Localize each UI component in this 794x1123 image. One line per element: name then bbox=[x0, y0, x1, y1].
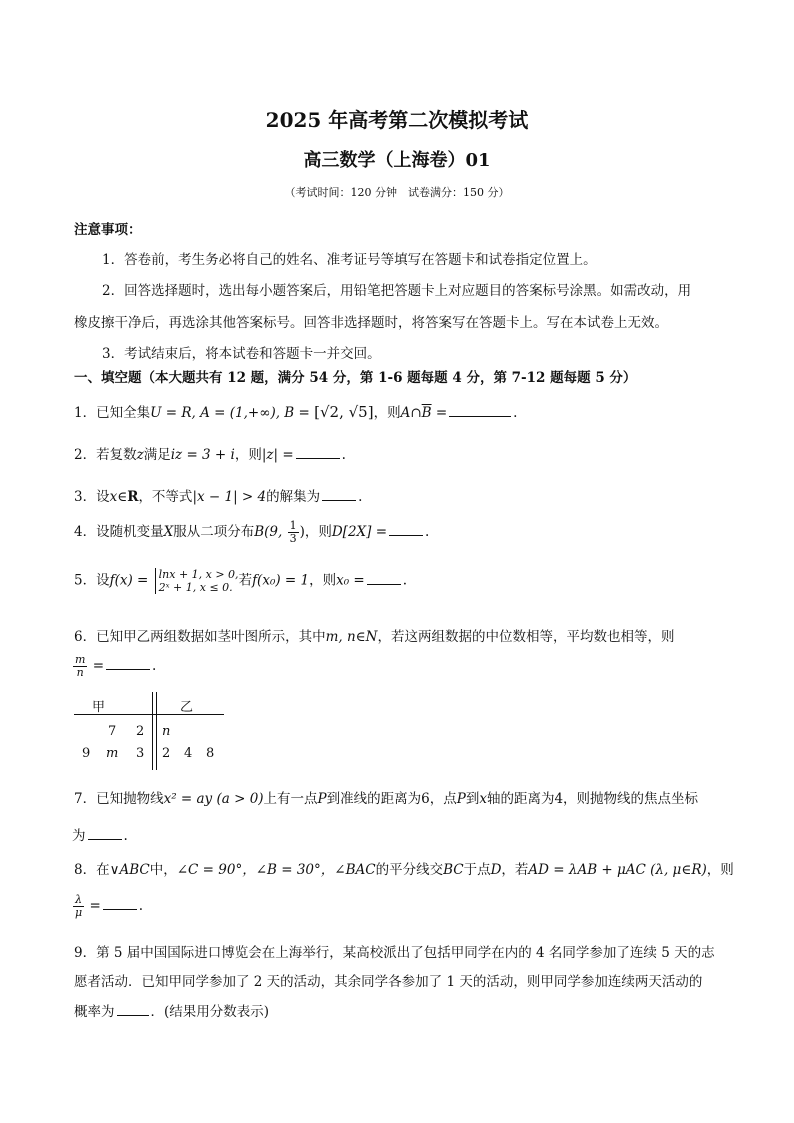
q7-parabola: x² = ay (a > 0) bbox=[163, 791, 264, 807]
question-4 bbox=[74, 520, 429, 545]
stem-leaf-r2-left-a: 9 bbox=[82, 746, 91, 761]
note-item-1: 1．答卷前，考生务必将自己的姓名、准考证号等填写在答题卡和试卷指定位置上。 bbox=[102, 252, 597, 268]
q8-text-e: 的平分线交 bbox=[375, 862, 444, 878]
q6-text-a: 6．已知甲乙两组数据如茎叶图所示，其中 bbox=[74, 629, 326, 645]
question-6 bbox=[74, 625, 674, 645]
question-9-line3 bbox=[74, 1000, 269, 1020]
q3-inequality: |x − 1| > 4 bbox=[192, 489, 267, 505]
q5-text-f: ，则 bbox=[309, 572, 337, 589]
q3-text-f: 的解集为 bbox=[266, 489, 321, 505]
q6-answer-blank[interactable] bbox=[106, 657, 150, 670]
question-8-line2 bbox=[72, 894, 143, 919]
q8-bc: BC bbox=[443, 862, 464, 878]
stem-leaf-plot bbox=[74, 692, 224, 776]
question-5 bbox=[74, 568, 407, 594]
note-item-2-cont: 橡皮擦干净后，再选涂其他答案标号。回答非选择题时，将答案写在答题卡上。写在本试卷上无效。 bbox=[74, 315, 668, 331]
question-6-line2 bbox=[72, 654, 156, 679]
notes-heading: 注意事项： bbox=[74, 222, 142, 238]
q8-triangle: ∨ABC bbox=[109, 862, 150, 878]
q5-text-d: 若 bbox=[238, 572, 253, 589]
q8-text-a: 8．在 bbox=[74, 862, 110, 878]
q6-text-c: ，若这两组数据的中位数相等，平均数也相等，则 bbox=[377, 629, 675, 645]
note-item-2: 2．回答选择题时，选出每小题答案后，用铅笔把答题卡上对应题目的答案标号涂黑。如需改动，用 bbox=[102, 283, 692, 299]
q4-end: . bbox=[425, 524, 430, 540]
q5-case-1: lnx + 1, x > 0, bbox=[158, 568, 239, 581]
q8-text-g: 于点 bbox=[463, 862, 491, 878]
q4-binomial: B(9, bbox=[254, 524, 287, 540]
q5-x0: x₀ = bbox=[336, 572, 365, 589]
q5-f: f(x) = bbox=[109, 572, 153, 589]
question-3 bbox=[74, 485, 362, 505]
q5-condition: f(x₀) = 1 bbox=[252, 572, 310, 589]
q4-text-f: ，则 bbox=[304, 524, 332, 540]
q2-end: . bbox=[341, 447, 346, 463]
q6-equals: = bbox=[88, 658, 105, 674]
q7-line2-text: 为 bbox=[72, 828, 86, 844]
q3-text-d: ，不等式 bbox=[138, 489, 193, 505]
q6-mn: m, n∈N bbox=[325, 629, 378, 645]
q2-text-e: ，则 bbox=[234, 447, 262, 463]
q9-answer-blank[interactable] bbox=[117, 1003, 149, 1016]
q3-text-a: 3．设 bbox=[74, 489, 110, 505]
stem-leaf-r2-right-a: 2 bbox=[162, 746, 171, 761]
stem-leaf-r1-stem: 2 bbox=[136, 724, 145, 739]
q5-text-a: 5．设 bbox=[74, 572, 110, 589]
q6-frac-den: n bbox=[76, 666, 84, 679]
q7-end: . bbox=[123, 828, 128, 844]
q8-equals: = bbox=[85, 898, 101, 914]
q3-reals: R bbox=[127, 489, 139, 505]
q2-answer-blank[interactable] bbox=[296, 446, 340, 459]
q9-line3-a: 概率为 bbox=[74, 1004, 115, 1020]
q2-z: z bbox=[136, 447, 144, 463]
q8-frac-den: μ bbox=[75, 906, 83, 919]
q2-modulus: |z| = bbox=[261, 447, 294, 463]
q8-answer-blank[interactable] bbox=[103, 897, 137, 910]
q8-fraction bbox=[73, 894, 84, 919]
q4-frac-den: 3 bbox=[289, 532, 297, 545]
q8-text-c: 中， bbox=[149, 862, 177, 878]
q7-p2: P bbox=[456, 791, 466, 807]
stem-leaf-r1-right: n bbox=[162, 724, 171, 739]
exam-time-note: （考试时间：120 分钟 试卷满分：150 分） bbox=[284, 186, 510, 199]
q7-text-m: ，则抛物线的焦点坐标 bbox=[563, 791, 699, 807]
q1-a-cap: A∩ bbox=[400, 405, 422, 421]
q7-six: 6 bbox=[421, 791, 430, 807]
q8-d: D bbox=[490, 862, 502, 878]
q6-fraction bbox=[73, 654, 87, 679]
q5-piecewise bbox=[155, 568, 239, 594]
q7-four: 4 bbox=[554, 791, 564, 807]
stem-leaf-r2-right-c: 8 bbox=[206, 746, 215, 761]
q4-close: ) bbox=[299, 524, 305, 540]
q8-vector-eq: AD = λAB + μAC (λ, μ∈R) bbox=[528, 862, 707, 878]
q4-text-a: 4．设随机变量 bbox=[74, 524, 164, 540]
stem-leaf-r1-left: 7 bbox=[108, 724, 117, 739]
q7-text-g: ，点 bbox=[429, 791, 457, 807]
stem-leaf-head-left: 甲 bbox=[92, 700, 106, 715]
q6-frac-num: m bbox=[75, 653, 86, 666]
q2-text-a: 2．若复数 bbox=[74, 447, 137, 463]
q4-text-c: 服从二项分布 bbox=[173, 524, 255, 540]
q2-text-c: 满足 bbox=[143, 447, 171, 463]
q7-answer-blank[interactable] bbox=[88, 827, 122, 840]
q8-text-i: ，若 bbox=[501, 862, 529, 878]
page-subtitle: 高三数学（上海卷）01 bbox=[303, 150, 491, 171]
q1-text-a: 1．已知全集 bbox=[74, 405, 151, 421]
q1-equals: = bbox=[431, 405, 448, 421]
q3-x-in: x∈ bbox=[109, 489, 128, 505]
stem-leaf-head-right: 乙 bbox=[180, 700, 194, 715]
q4-frac-num: 1 bbox=[289, 519, 297, 532]
q1-text-then: ，则 bbox=[373, 405, 401, 421]
q3-end: . bbox=[358, 489, 363, 505]
q4-variance: D[2X] = bbox=[331, 524, 388, 540]
question-7 bbox=[74, 787, 698, 807]
q5-case-2: 2ˣ + 1, x ≤ 0. bbox=[158, 581, 233, 594]
q8-text-k: ，则 bbox=[706, 862, 734, 878]
question-9-line1: 9．第 5 届中国国际进口博览会在上海举行，某高校派出了包括甲同学在内的 4 名同学参加了连续 5 天的志 bbox=[74, 945, 715, 961]
q9-line3-b: ．(结果用分数表示) bbox=[150, 1004, 270, 1020]
q8-frac-num: λ bbox=[73, 894, 84, 907]
q8-angles: ∠C = 90°，∠B = 30°，∠BAC bbox=[176, 862, 376, 878]
q5-end: . bbox=[402, 572, 408, 589]
q1-b-complement: $\overline{B}$ bbox=[421, 405, 432, 421]
q7-text-e: 到准线的距离为 bbox=[326, 791, 422, 807]
q7-p: P bbox=[317, 791, 327, 807]
q4-answer-blank[interactable] bbox=[389, 523, 423, 536]
question-2 bbox=[74, 443, 346, 463]
question-9-line2: 愿者活动．已知甲同学参加了 2 天的活动，其余同学各参加了 1 天的活动，则甲同学参加连续两天活动的 bbox=[74, 974, 703, 990]
note-item-3: 3．考试结束后，将本试卷和答题卡一并交回。 bbox=[102, 346, 381, 362]
question-8 bbox=[74, 858, 734, 878]
stem-leaf-r2-left-b: m bbox=[106, 746, 119, 761]
q7-text-i: 到 bbox=[465, 791, 480, 807]
stem-leaf-divider-left bbox=[152, 692, 153, 770]
q2-equation: iz = 3 + i bbox=[170, 447, 235, 463]
q7-text-a: 7．已知抛物线 bbox=[74, 791, 164, 807]
stem-leaf-divider-right bbox=[156, 692, 157, 770]
section-heading: 一、填空题（本大题共有 12 题，满分 54 分，第 1-6 题每题 4 分，第 7-12 题每题 5 分） bbox=[74, 370, 637, 386]
stem-leaf-r2-stem: 3 bbox=[136, 746, 145, 761]
question-7-line2 bbox=[72, 824, 128, 844]
q8-end: . bbox=[138, 898, 144, 914]
q7-text-k: 轴的距离为 bbox=[486, 791, 555, 807]
stem-leaf-r2-right-b: 4 bbox=[184, 746, 193, 761]
q1-interval-b: [√2, √5] bbox=[314, 403, 374, 421]
q4-x: X bbox=[163, 524, 174, 540]
q6-end: . bbox=[152, 658, 157, 674]
question-1: 1．已知全集U = R, A = (1,+∞), B = [√2, √5]，则$A\cap\overline{B}$ = . bbox=[74, 403, 518, 421]
q1-answer-blank[interactable] bbox=[449, 404, 511, 417]
q3-answer-blank[interactable] bbox=[322, 488, 356, 501]
q7-text-c: 上有一点 bbox=[263, 791, 318, 807]
q4-fraction bbox=[288, 520, 299, 545]
q7-x-axis: x bbox=[479, 791, 487, 807]
q1-sets: U = R, A = (1,+∞), B = bbox=[150, 405, 315, 421]
page-title: 2025 年高考第二次模拟考试 bbox=[265, 108, 529, 132]
q5-answer-blank[interactable] bbox=[367, 572, 401, 585]
